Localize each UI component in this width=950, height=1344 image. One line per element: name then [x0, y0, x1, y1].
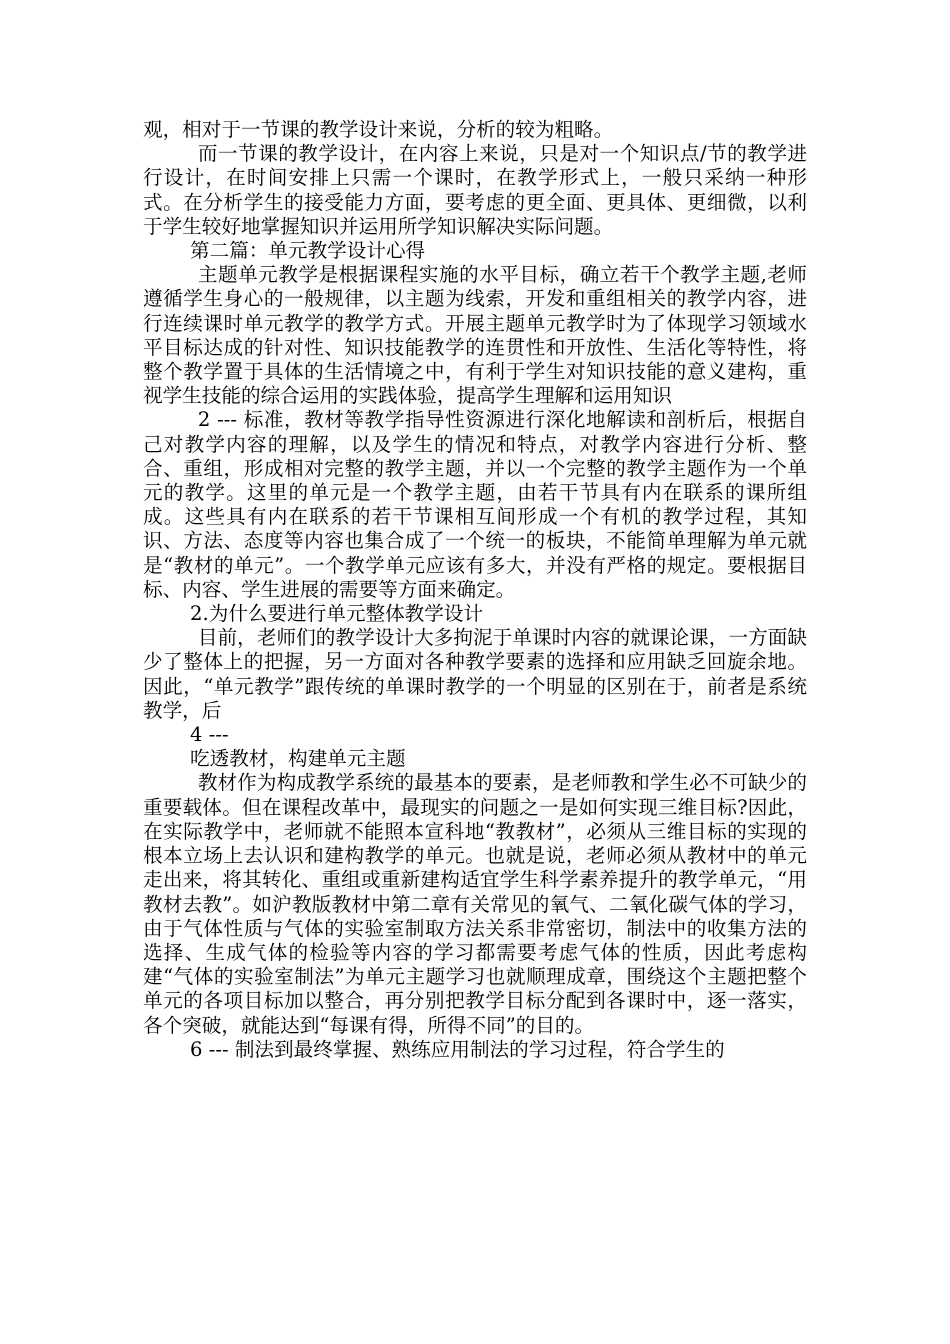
- paragraph-standards-analysis: 2 --- 标准，教材等教学指导性资源进行深化地解读和剖析后，根据自己对教学内容的理解，以及学生的情况和特点，对教学内容进行分析、整合、重组，形成相对完整的教学主题，并以一个完整的教学主题作为一个单元的教学。这里的单元是一个教学主题，由若干节具有内在联系的课所组成。这些具有内在联系的若干节课相互间形成一个有机的教学过程，其知识、方法、态度等内容也集合成了一个统一的板块，不能简单理解为单元就是“教材的单元”。一个教学单元应该有多大，并没有严格的规定。要根据目标、内容、学生进展的需要等方面来确定。: [143, 408, 807, 601]
- paragraph-textbook-role: 教材作为构成教学系统的最基本的要素，是老师教和学生必不可缺少的重要载体。但在课程改革中，最现实的问题之一是如何实现三维目标?因此，在实际教学中，老师就不能照本宣科地“教教材”，必须从三维目标的实现的根本立场上去认识和建构教学的单元。也就是说，老师必须从教材中的单元走出来，将其转化、重组或重新建构适宜学生科学素养提升的教学单元，“用教材去教”。如沪教版教材中第二章有关常见的氧气、二氧化碳气体的学习，由于气体性质与气体的实验室制取方法关系非常密切，制法中的收集方法的选择、生成气体的检验等内容的学习都需要考虑气体的性质，因此考虑构建“气体的实验室制法”为单元主题学习也就顺理成章，围绕这个主题把整个单元的各项目标加以整合，再分别把教学目标分配到各课时中，逐一落实，各个突破，就能达到“每课有得，所得不同”的目的。: [143, 771, 807, 1037]
- section-heading-unit-design: 第二篇：单元教学设计心得: [190, 239, 426, 263]
- paragraph-current-situation: 目前，老师们的教学设计大多拘泥于单课时内容的就课论课，一方面缺少了整体上的把握，另一方面对各种教学要素的选择和应用缺乏回旋余地。因此，“单元教学”跟传统的单课时教学的一个明显的区别在于，前者是系统教学，后: [143, 626, 807, 722]
- paragraph-continuation: 观，相对于一节课的教学设计来说，分析的较为粗略。: [143, 118, 614, 141]
- paragraph-page-marker-6: 6 --- 制法到最终掌握、熟练应用制法的学习过程，符合学生的: [190, 1037, 725, 1061]
- subheading-understand-textbook: 吃透教材，构建单元主题: [190, 747, 406, 771]
- paragraph-single-lesson-design: 而一节课的教学设计，在内容上来说，只是对一个知识点/节的教学进行设计，在时间安排上只需一个课时，在教学形式上，一般只采纳一种形式。在分析学生的接受能力方面，要考虑的更全面、更具体、更细微，以利于学生较好地掌握知识并运用所学知识解决实际问题。: [143, 142, 807, 238]
- paragraph-theme-unit-teaching: 主题单元教学是根据课程实施的水平目标，确立若干个教学主题,老师遵循学生身心的一般规律，以主题为线索，开发和重组相关的教学内容，进行连续课时单元教学的教学方式。开展主题单元教学时为了体现学习领域水平目标达成的针对性、知识技能教学的连贯性和开放性、生活化等特性，将整个教学置于具体的生活情境之中，有利于学生对知识技能的意义建构，重视学生技能的综合运用的实践体验，提高学生理解和运用知识: [143, 263, 807, 408]
- document-body: [143, 118, 807, 1062]
- page-marker-4: 4 ---: [190, 723, 229, 747]
- subheading-why-unit-design: 2.为什么要进行单元整体教学设计: [190, 602, 484, 626]
